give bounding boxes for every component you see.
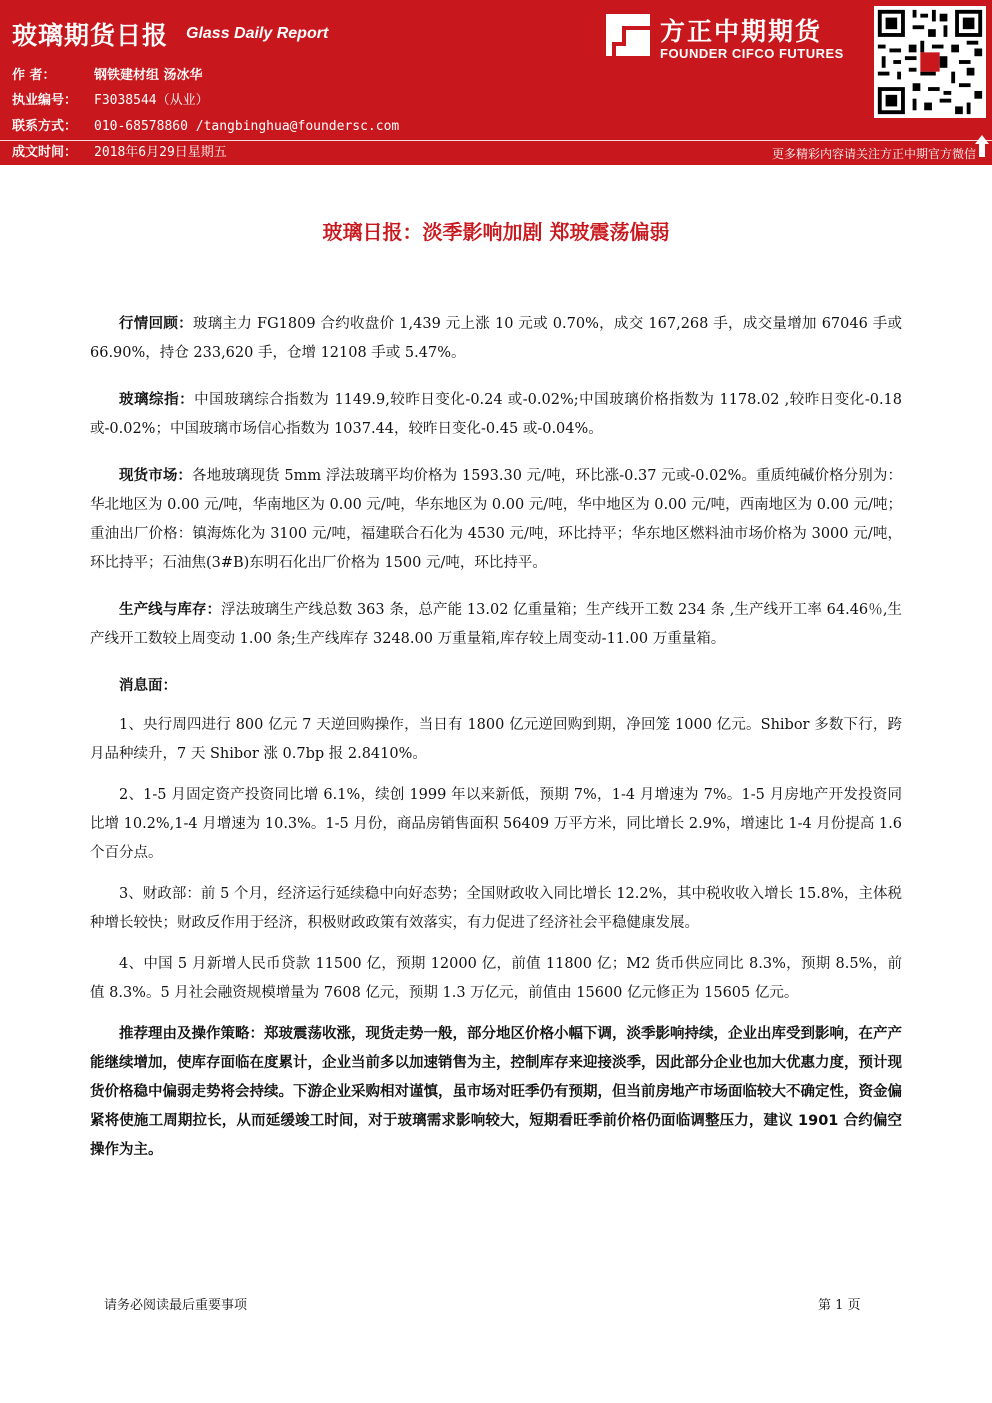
news-item: 1、央行周四进行 800 亿元 7 天逆回购操作，当日有 1800 亿元逆回购到期，净回笼 1000 亿元。Shibor 多数下行，跨月品种续升，7 天 Shibor 涨 0.7bp 报 2.8410%。 [90,717,902,762]
news-item: 2、1-5 月固定资产投资同比增 6.1%，续创 1999 年以来新低，预期 7%，1-4 月增速为 7%。1-5 月房地产开发投资同比增 10.2%,1-4 月增速为 10.3%。1-5 月份，商品房销售面积 56409 万平方米，同比增长 2.9%，增速比 1-4 月份提高 1.6 个百分点。 [90,787,902,861]
section-label: 生产线与库存： [119,602,222,618]
section-text: 中国玻璃综合指数为 1149.9,较昨日变化-0.24 或-0.02%;中国玻璃价格指数为 1178.02 ,较昨日变化-0.18 或-0.02%；中国玻璃市场信心指数为 1037.44，较昨日变化-0.45 或-0.04%。 [90,392,903,437]
section-label: 现货市场： [119,468,193,484]
section-text: 各地玻璃现货 5mm 浮法玻璃平均价格为 1593.30 元/吨，环比涨-0.37 元或-0.02%。重质纯碱价格分别为：华北地区为 0.00 元/吨，华南地区为 0.00 元/吨，华东地区为 0.00 元/吨，华中地区为 0.00 元/吨，西南地区为 0.00 元/吨；重油出厂价格：镇海炼化为 3100 元/吨，福建联合石化为 4530 元/吨，环比持平；华东地区燃料油市场价格为 3000 元/吨，环比持平；石油焦(3#B)东明石化出厂价格为 1500 元/吨，环比持平。 [90,468,902,571]
section-text: 浮法玻璃生产线总数 363 条，总产能 13.02 亿重量箱；生产线开工数 234 条 ,生产线开工率 64.46％,生产线开工数较上周变动 1.00 条;生产线库存 3248.00 万重量箱,库存较上周变动-11.00 万重量箱。 [90,602,903,647]
footer-notice: 请务必阅读最后重要事项 [104,1298,248,1313]
news-heading: 消息面： [119,678,177,694]
meta-value: F3038544（从业） [94,93,209,108]
report-subtitle: Glass Daily Report [186,25,329,42]
founder-logo-icon [604,12,652,58]
meta-date [12,141,227,160]
meta-author [12,64,203,83]
meta-value: 2018年6月29日星期五 [94,145,227,160]
page-title: 玻璃日报：淡季影响加剧 郑玻震荡偏弱 [322,220,670,244]
report-title: 玻璃期货日报 [12,21,169,50]
report-header [0,0,992,165]
news-item: 3、财政部：前 5 个月，经济运行延续稳中向好态势；全国财政收入同比增长 12.2%，其中税收收入增长 15.8%，主体税种增长较快；财政反作用于经济，积极财政政策有效落实，有力促进了经济社会平稳健康发展。 [90,886,902,931]
section-text: 玻璃主力 FG1809 合约收盘价 1,439 元上涨 10 元或 0.70%，成交 167,268 手，成交量增加 67046 手或 66.90%，持仓 233,620 手，仓增 12108 手或 5.47%。 [90,316,903,361]
meta-contact [12,115,399,134]
production-paragraph [90,596,902,654]
meta-key: 联系方式： [12,119,78,134]
strategy-paragraph: 推荐理由及操作策略：郑玻震荡收涨，现货走势一般，部分地区价格小幅下调，淡季影响持续，企业出库受到影响，在产产能继续增加，使库存面临在度累计，企业当前多以加速销售为主，控制库存来迎接淡季，因此部分企业也加大优惠力度，预计现货价格稳中偏弱走势将会持续。下游企业采购相对谨慎，虽市场对旺季仍有预期，但当前房地产市场面临较大不确定性，资金偏紧将使施工周期拉长，从而延缓竣工时间，对于玻璃需求影响较大，短期看旺季前价格仍面临调整压力，建议 1901 合约偏空操作为主。 [90,1026,902,1158]
section-label: 行情回顾： [119,316,193,332]
meta-key: 作 者： [12,68,56,83]
meta-value: 钢铁建材组 汤冰华 [94,68,203,83]
news-item: 4、中国 5 月新增人民币贷款 11500 亿，预期 12000 亿，前值 11800 亿；M2 货币供应同比 8.3%，预期 8.5%，前值 8.3%。5 月社会融资规模增量为 7608 亿元，预期 1.3 万亿元，前值由 15600 亿元修正为 15605 亿元。 [90,956,902,1001]
meta-license [12,89,209,108]
page-number: 第 1 页 [818,1298,861,1313]
header-divider [0,140,992,141]
report-body [90,310,902,1165]
spot-market-paragraph [90,462,902,578]
logo-en-text: FOUNDER CIFCO FUTURES [660,46,844,61]
meta-key: 执业编号： [12,93,78,108]
section-label: 玻璃综指： [119,392,195,408]
company-logo [604,8,864,68]
meta-key: 成文时间： [12,145,78,160]
logo-cn-text: 方正中期期货 [660,17,823,46]
follow-wechat-text: 更多精彩内容请关注方正中期官方微信 [771,147,976,161]
market-review-paragraph [90,310,902,368]
glass-index-paragraph [90,386,902,444]
up-arrow-icon [974,134,990,158]
qr-code-icon [874,6,986,118]
meta-value[interactable]: 010-68578860 /tangbinghua@foundersc.com [94,119,400,134]
